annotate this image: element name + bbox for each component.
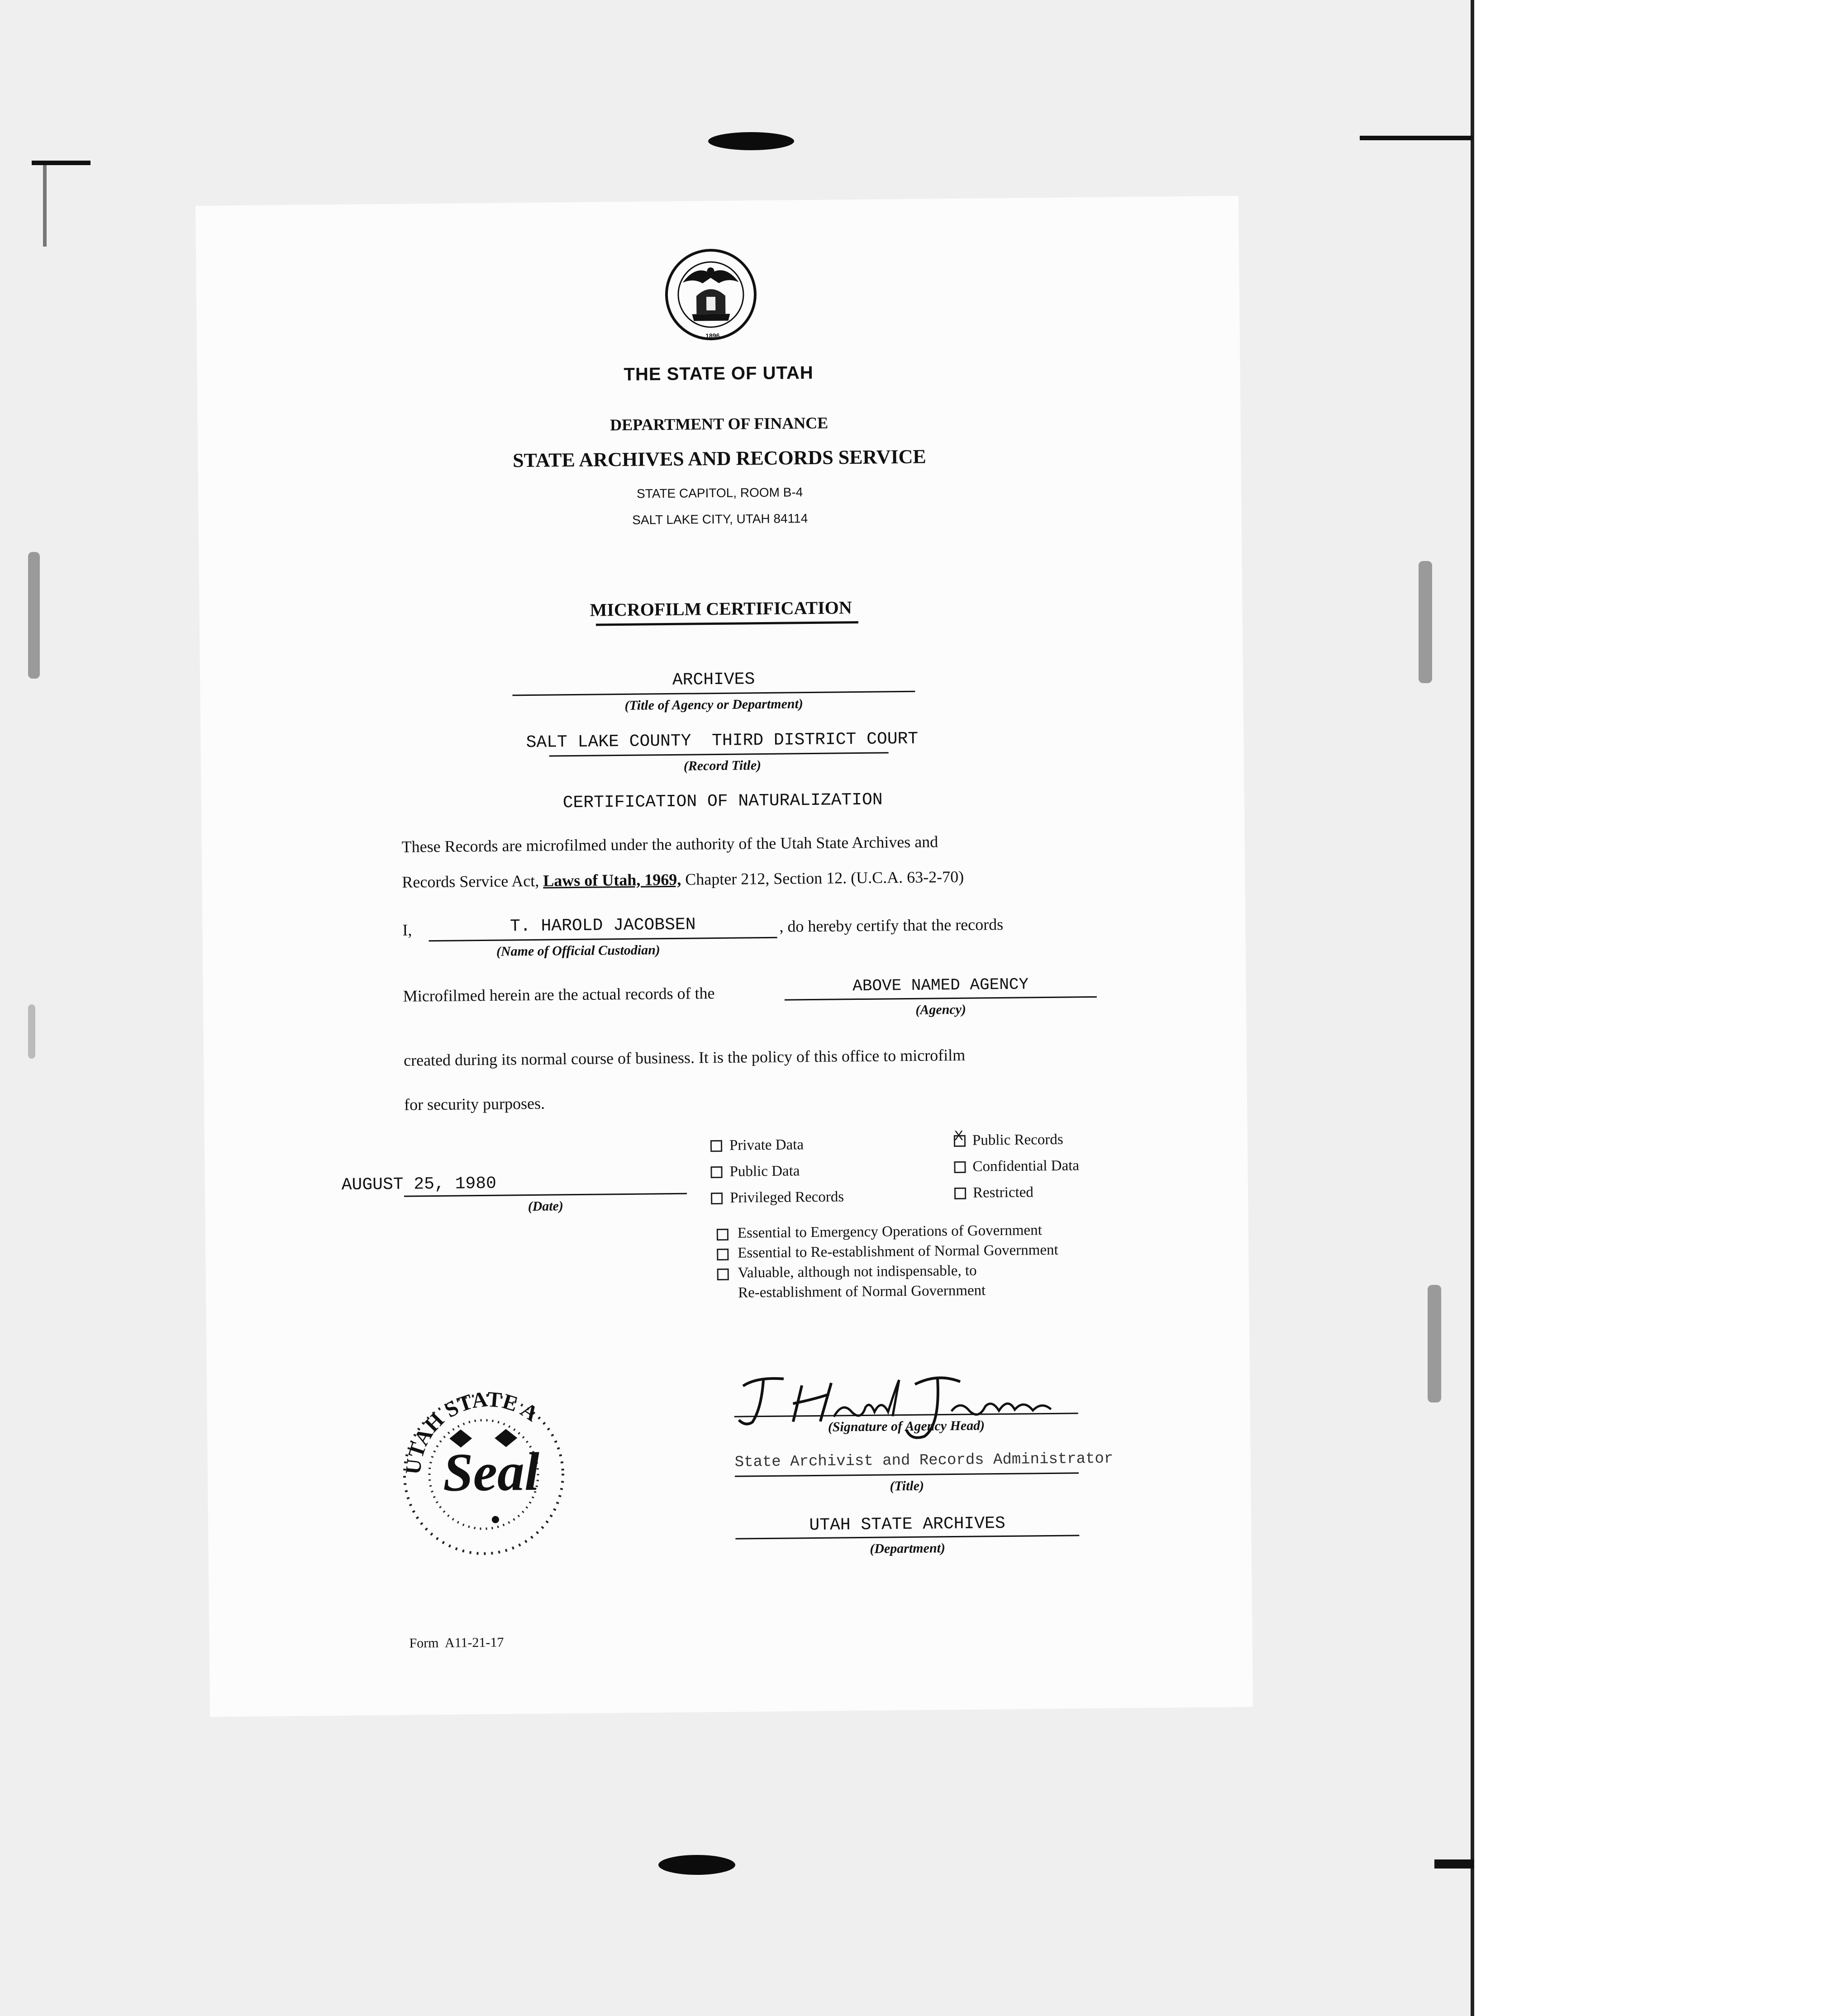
title-caption: (Title) (890, 1478, 924, 1494)
essential-emergency-label: Essential to Emergency Operations of Government (737, 1222, 1042, 1241)
record-title-line (549, 752, 889, 756)
laws-of-utah: Laws of Utah, 1969, (543, 870, 681, 890)
film-corner-br (1434, 1859, 1474, 1869)
film-streak-left-1 (28, 552, 40, 679)
seal-year: 1896 (705, 332, 720, 340)
public-records-checkbox[interactable] (954, 1128, 966, 1147)
body-line-1: These Records are microfilmed under the authority of the Utah State Archives and (401, 832, 938, 856)
custodian-caption: (Name of Official Custodian) (496, 942, 660, 959)
body-para2-line2: for security purposes. (404, 1094, 545, 1114)
department-line (735, 1535, 1079, 1539)
i-prefix: I, (402, 921, 412, 939)
certification-title: MICROFILM CERTIFICATION (590, 597, 852, 620)
record-title-caption: (Record Title) (683, 758, 762, 774)
privileged-records-label: Privileged Records (729, 1189, 844, 1206)
state-seal-icon (664, 246, 758, 344)
essential-reestablishment-label: Essential to Re-establishment of Normal Government (738, 1241, 1058, 1261)
private-data-label: Private Data (729, 1136, 804, 1154)
title-underline (596, 621, 858, 626)
agency-named-value: ABOVE NAMED AGENCY (852, 975, 1029, 996)
film-mark-bottom (658, 1855, 735, 1875)
service-name: STATE ARCHIVES AND RECORDS SERVICE (512, 445, 926, 472)
film-corner-tr (1360, 136, 1473, 140)
certificate-sheet (195, 196, 1253, 1717)
private-data-checkbox[interactable] (710, 1140, 722, 1152)
department-caption: (Department) (870, 1541, 946, 1556)
film-streak-right-2 (1428, 1285, 1441, 1403)
microfilmed-text: Microfilmed herein are the actual records of the (403, 984, 715, 1005)
date-value: AUGUST 25, 1980 (341, 1174, 497, 1195)
valuable-continuation: Re-establishment of Normal Government (738, 1282, 986, 1301)
date-caption: (Date) (528, 1198, 564, 1214)
film-edge (1471, 0, 1474, 2016)
certify-text: , do hereby certify that the records (779, 915, 1004, 936)
record-subtitle: CERTIFICATION OF NATURALIZATION (562, 790, 883, 813)
film-streak-left-2 (28, 1004, 35, 1059)
signature-caption: (Signature of Agency Head) (828, 1418, 985, 1435)
body-para2-line1: created during its normal course of business. It is the policy of this office to microfilm (403, 1046, 966, 1070)
agency-line (512, 691, 915, 696)
state-name: THE STATE OF UTAH (624, 362, 814, 385)
valuable-label: Valuable, although not indispensable, to (738, 1262, 977, 1281)
film-streak-right-1 (1419, 561, 1432, 683)
title-value: State Archivist and Records Administrator (734, 1450, 1114, 1471)
form-number: Form A11-21-17 (409, 1635, 504, 1651)
valuable-checkbox[interactable] (717, 1269, 729, 1280)
restricted-checkbox[interactable] (954, 1188, 966, 1199)
essential-emergency-checkbox[interactable] (717, 1229, 729, 1241)
stamp-ring-text: UTAH STATE A (401, 1387, 543, 1476)
film-corner-tl-v (43, 165, 47, 247)
confidential-data-checkbox[interactable] (954, 1161, 966, 1173)
record-title-value: SALT LAKE COUNTY THIRD DISTRICT COURT (526, 729, 919, 753)
public-data-checkbox[interactable] (710, 1166, 722, 1178)
agency-named-caption: (Agency) (915, 1002, 967, 1018)
address-line-1: STATE CAPITOL, ROOM B-4 (636, 485, 803, 501)
stamp-center-text: Seal (443, 1441, 540, 1502)
custodian-line (429, 937, 777, 941)
film-mark-top (708, 132, 794, 150)
privileged-records-checkbox[interactable] (711, 1193, 723, 1204)
public-records-check-mark: X (954, 1128, 963, 1143)
body-line-2 (402, 866, 1090, 892)
address-line-2: SALT LAKE CITY, UTAH 84114 (632, 511, 808, 527)
essential-reestablishment-checkbox[interactable] (717, 1249, 729, 1260)
confidential-data-label: Confidential Data (972, 1157, 1080, 1175)
restricted-label: Restricted (972, 1184, 1033, 1201)
department-name: DEPARTMENT OF FINANCE (610, 414, 829, 434)
title-line (735, 1472, 1079, 1477)
public-records-label: Public Records (972, 1131, 1063, 1149)
agency-named-line (785, 996, 1097, 1001)
custodian-name: T. HAROLD JACOBSEN (510, 915, 696, 937)
public-data-label: Public Data (729, 1163, 800, 1180)
archives-seal-stamp-icon (392, 1369, 584, 1579)
department-value: UTAH STATE ARCHIVES (809, 1513, 1005, 1536)
agency-value: ARCHIVES (672, 670, 755, 690)
film-corner-tl (32, 161, 90, 165)
body-line-2-post: Chapter 212, Section 12. (U.C.A. 63-2-70) (685, 867, 964, 889)
agency-caption: (Title of Agency or Department) (624, 696, 803, 713)
body-line-2-pre: Records Service Act, (402, 871, 539, 891)
